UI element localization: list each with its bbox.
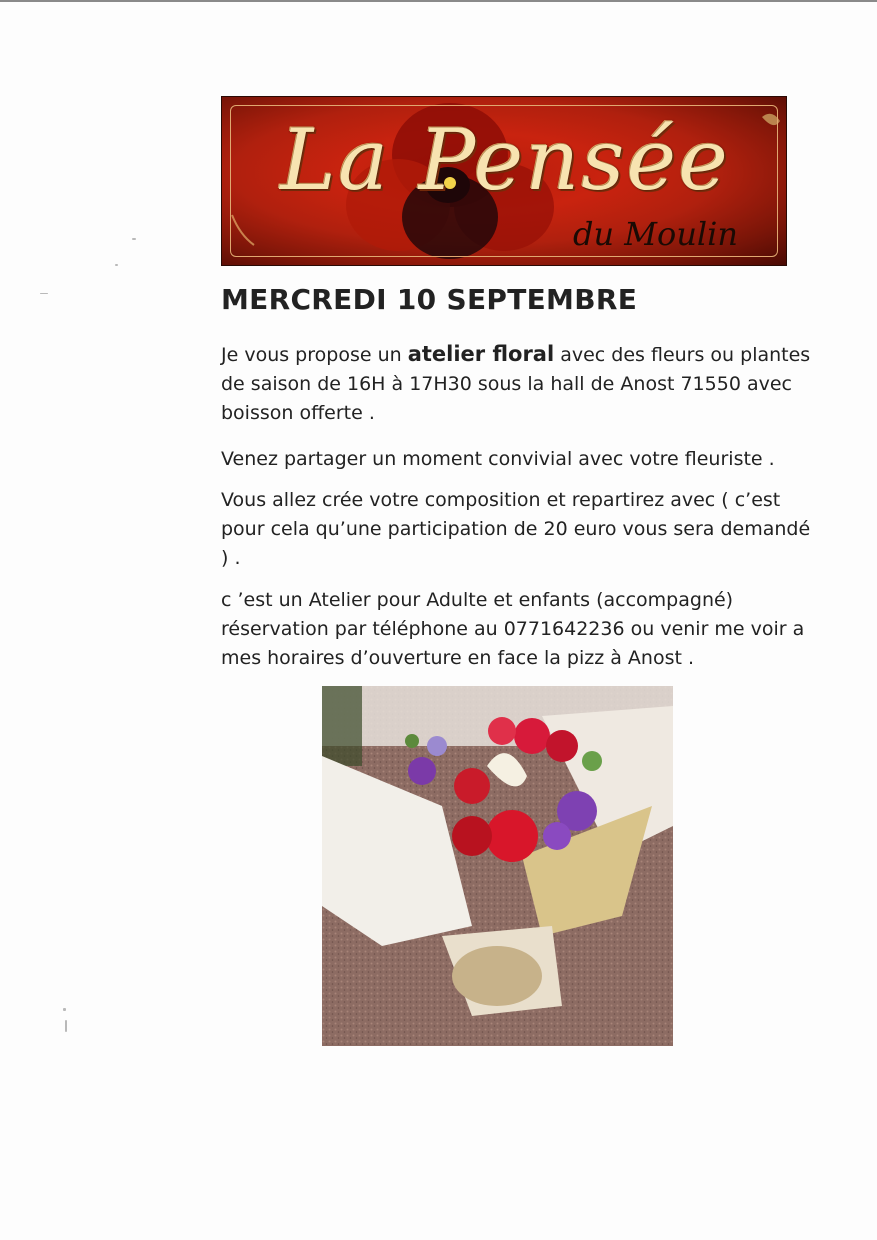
booking-paragraph: c ’est un Atelier pour Adulte et enfants (accompagné) réservation par téléphone au 0771642236 ou venir me voir a mes horaires d’ouverture en face la pizz à Anost . xyxy=(221,589,805,669)
logo-subtitle: du Moulin xyxy=(573,215,738,253)
scan-speck xyxy=(63,1008,66,1011)
intro-text-end: avec des fleurs ou plantes de saison de 16H à 17H30 sous la hall de Anost 71550 avec boisson offerte . xyxy=(221,344,811,424)
intro-paragraph xyxy=(221,340,811,428)
logo-banner xyxy=(221,96,787,266)
flower-bouquet-photo xyxy=(322,686,673,1046)
event-date-heading: MERCREDI 10 SEPTEMBRE xyxy=(221,283,638,316)
scan-speck xyxy=(65,1020,67,1032)
scan-speck xyxy=(132,238,136,240)
scan-speck xyxy=(40,293,48,294)
intro-text-bold: atelier floral xyxy=(407,342,555,366)
invite-paragraph: Venez partager un moment convivial avec votre fleuriste . xyxy=(221,448,775,470)
scan-speck xyxy=(115,264,118,266)
intro-text-start: Je vous propose un xyxy=(221,344,408,366)
logo-title: La Pensée xyxy=(280,111,730,209)
scan-top-edge xyxy=(0,0,877,2)
price-paragraph: Vous allez crée votre composition et repartirez avec ( c’est pour cela qu’une participation de 20 euro vous sera demandé ) . xyxy=(221,489,811,569)
